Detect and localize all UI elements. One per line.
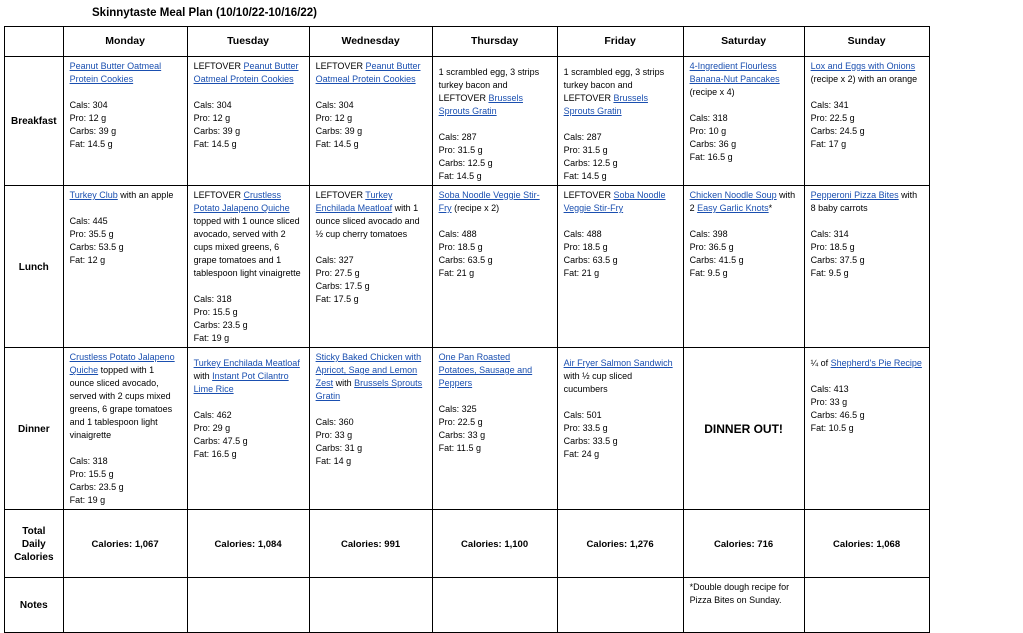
row-label-breakfast: Breakfast: [5, 57, 64, 186]
meal-suffix: topped with 1 ounce sliced avocado, served with 2 cups mixed greens, 6 grape tomatoes and 1 tablespoon light vinaigrette: [69, 365, 173, 440]
protein: Pro: 35.5 g: [69, 229, 114, 239]
header-row: [5, 27, 930, 57]
carbs: Carbs: 39 g: [315, 126, 363, 136]
calories: Cals: 413: [810, 384, 849, 394]
calories: Cals: 287: [563, 132, 602, 142]
carbs: Carbs: 12.5 g: [563, 158, 618, 168]
fat: Fat: 14.5 g: [315, 139, 359, 149]
carbs: Carbs: 47.5 g: [193, 436, 248, 446]
carbs: Carbs: 41.5 g: [689, 255, 744, 265]
protein: Pro: 33 g: [810, 397, 848, 407]
calories: Cals: 287: [438, 132, 477, 142]
recipe-link[interactable]: Air Fryer Salmon Sandwich: [563, 358, 673, 368]
meal-suffix: (recipe x 2): [451, 203, 500, 213]
carbs: Carbs: 39 g: [69, 126, 117, 136]
calories: Cals: 327: [315, 255, 354, 265]
meal-prefix: LEFTOVER: [193, 190, 244, 200]
row-label-total: Total Daily Calories: [5, 510, 64, 578]
protein: Pro: 15.5 g: [69, 469, 114, 479]
calories: Cals: 318: [69, 456, 108, 466]
fat: Fat: 16.5 g: [689, 152, 733, 162]
breakfast-tuesday: [187, 57, 309, 186]
notes-friday: [557, 578, 683, 633]
lunch-saturday: [683, 186, 804, 348]
page-title: Skinnytaste Meal Plan (10/10/22-10/16/22): [92, 7, 318, 19]
row-label-lunch: Lunch: [5, 186, 64, 348]
fat: Fat: 9.5 g: [689, 268, 728, 278]
protein: Pro: 31.5 g: [438, 145, 483, 155]
row-label-notes: Notes: [5, 578, 64, 633]
protein: Pro: 33.5 g: [563, 423, 608, 433]
dinner-tuesday: [187, 348, 309, 510]
protein: Pro: 31.5 g: [563, 145, 608, 155]
notes-tuesday: [187, 578, 309, 633]
calories: Cals: 304: [69, 100, 108, 110]
fat: Fat: 21 g: [563, 268, 600, 278]
total-sunday: Calories: 1,068: [804, 510, 929, 578]
breakfast-monday: [63, 57, 187, 186]
calories: Cals: 318: [689, 113, 728, 123]
day-header-saturday: Saturday: [683, 27, 804, 57]
totals-row: [5, 510, 930, 578]
recipe-link[interactable]: Peanut Butter Oatmeal Protein Cookies: [193, 61, 299, 84]
fat: Fat: 10.5 g: [810, 423, 854, 433]
calories: Cals: 304: [193, 100, 232, 110]
meal-suffix: with 1 ounce sliced avocado and ½ cup cherry tomatoes: [315, 203, 420, 239]
dinner-monday: [63, 348, 187, 510]
calories: Cals: 325: [438, 404, 477, 414]
fat: Fat: 17.5 g: [315, 294, 359, 304]
meal-prefix: 1 scrambled egg, 3 strips turkey bacon and LEFTOVER: [438, 67, 540, 103]
meal-suffix: (recipe x 4): [689, 87, 735, 97]
recipe-link-secondary[interactable]: Instant Pot Cilantro Lime Rice: [193, 371, 289, 394]
recipe-link[interactable]: Soba Noodle Veggie Stir-Fry: [563, 190, 666, 213]
calories: Cals: 341: [810, 100, 849, 110]
calories: Cals: 445: [69, 216, 108, 226]
carbs: Carbs: 31 g: [315, 443, 363, 453]
carbs: Carbs: 12.5 g: [438, 158, 493, 168]
meal-suffix: with an apple: [117, 190, 174, 200]
protein: Pro: 15.5 g: [193, 307, 238, 317]
protein: Pro: 12 g: [69, 113, 107, 123]
recipe-link[interactable]: Turkey Enchilada Meatloaf: [315, 190, 393, 213]
meal-plan-table: [4, 26, 930, 633]
lunch-tuesday: [187, 186, 309, 348]
calories: Cals: 462: [193, 410, 232, 420]
meal-suffix: topped with 1 ounce sliced avocado, served with 2 cups mixed greens, 6 grape tomatoes and 1 tablespoon light vinaigrette: [193, 216, 301, 278]
carbs: Carbs: 17.5 g: [315, 281, 370, 291]
carbs: Carbs: 24.5 g: [810, 126, 865, 136]
protein: Pro: 12 g: [193, 113, 231, 123]
lunch-sunday: [804, 186, 929, 348]
day-header-friday: Friday: [557, 27, 683, 57]
day-header-sunday: Sunday: [804, 27, 929, 57]
protein: Pro: 27.5 g: [315, 268, 360, 278]
fat: Fat: 9.5 g: [810, 268, 849, 278]
dinner-row: [5, 348, 930, 510]
fat: Fat: 11.5 g: [438, 443, 481, 453]
notes-wednesday: [309, 578, 432, 633]
breakfast-thursday: [432, 57, 557, 186]
notes-saturday: *Double dough recipe for Pizza Bites on Sunday.: [683, 578, 804, 633]
meal-connector: with: [333, 378, 355, 388]
meal-connector: with 2: [689, 190, 796, 213]
recipe-link[interactable]: Soba Noodle Veggie Stir-Fry: [438, 190, 540, 213]
fat: Fat: 14.5 g: [563, 171, 607, 181]
meal-suffix: with ½ cup sliced cucumbers: [563, 371, 633, 394]
recipe-link[interactable]: Peanut Butter Oatmeal Protein Cookies: [69, 61, 162, 84]
fat: Fat: 19 g: [69, 495, 106, 505]
recipe-link[interactable]: Brussels Sprouts Gratin: [563, 93, 648, 116]
fat: Fat: 17 g: [810, 139, 847, 149]
fat: Fat: 24 g: [563, 449, 600, 459]
dinner-thursday: [432, 348, 557, 510]
carbs: Carbs: 36 g: [689, 139, 737, 149]
carbs: Carbs: 46.5 g: [810, 410, 865, 420]
total-thursday: Calories: 1,100: [432, 510, 557, 578]
corner-cell: [5, 27, 64, 57]
notes-row: [5, 578, 930, 633]
protein: Pro: 33 g: [315, 430, 353, 440]
recipe-link[interactable]: Brussels Sprouts Gratin: [438, 93, 523, 116]
recipe-link[interactable]: Shepherd's Pie Recipe: [830, 358, 922, 368]
breakfast-saturday: [683, 57, 804, 186]
breakfast-row: [5, 57, 930, 186]
fat: Fat: 19 g: [193, 333, 230, 343]
lunch-friday: [557, 186, 683, 348]
total-wednesday: Calories: 991: [309, 510, 432, 578]
lunch-thursday: [432, 186, 557, 348]
recipe-link[interactable]: Chicken Noodle Soup: [689, 190, 777, 200]
carbs: Carbs: 53.5 g: [69, 242, 124, 252]
meal-suffix: *: [768, 203, 773, 213]
meal-prefix: LEFTOVER: [315, 61, 366, 71]
recipe-link[interactable]: Crustless Potato Jalapeno Quiche: [193, 190, 290, 213]
fat: Fat: 14.5 g: [438, 171, 482, 181]
breakfast-sunday: [804, 57, 929, 186]
recipe-link[interactable]: Sticky Baked Chicken with Apricot, Sage and Lemon Zest: [315, 352, 422, 388]
row-label-dinner: Dinner: [5, 348, 64, 510]
notes-monday: [63, 578, 187, 633]
recipe-link-secondary[interactable]: Brussels Sprouts Gratin: [315, 378, 423, 401]
calories: Cals: 318: [193, 294, 232, 304]
carbs: Carbs: 39 g: [193, 126, 241, 136]
total-monday: Calories: 1,067: [63, 510, 187, 578]
protein: Pro: 18.5 g: [563, 242, 608, 252]
calories: Cals: 398: [689, 229, 728, 239]
breakfast-wednesday: [309, 57, 432, 186]
lunch-monday: [63, 186, 187, 348]
dinner-friday: [557, 348, 683, 510]
recipe-link-secondary[interactable]: Easy Garlic Knots: [697, 203, 769, 213]
dinner-sunday: [804, 348, 929, 510]
calories: Cals: 488: [563, 229, 602, 239]
fat: Fat: 16.5 g: [193, 449, 237, 459]
fat: Fat: 14.5 g: [69, 139, 113, 149]
dinner-saturday: DINNER OUT!: [683, 348, 804, 510]
total-friday: Calories: 1,276: [557, 510, 683, 578]
calories: Cals: 304: [315, 100, 354, 110]
recipe-link[interactable]: 4-Ingredient Flourless Banana-Nut Pancakes: [689, 61, 780, 84]
recipe-link[interactable]: Turkey Enchilada Meatloaf: [193, 358, 300, 368]
day-header-monday: Monday: [63, 27, 187, 57]
fat: Fat: 14.5 g: [193, 139, 237, 149]
meal-prefix: ¼ of: [810, 358, 831, 368]
day-header-thursday: Thursday: [432, 27, 557, 57]
calories: Cals: 501: [563, 410, 602, 420]
recipe-link[interactable]: One Pan Roasted Potatoes, Sausage and Peppers: [438, 352, 533, 388]
calories: Cals: 360: [315, 417, 354, 427]
protein: Pro: 29 g: [193, 423, 231, 433]
protein: Pro: 10 g: [689, 126, 727, 136]
carbs: Carbs: 33.5 g: [563, 436, 618, 446]
protein: Pro: 18.5 g: [438, 242, 483, 252]
dinner-wednesday: [309, 348, 432, 510]
recipe-link[interactable]: Turkey Club: [69, 190, 118, 200]
calories: Cals: 488: [438, 229, 477, 239]
recipe-link[interactable]: Peanut Butter Oatmeal Protein Cookies: [315, 61, 421, 84]
total-saturday: Calories: 716: [683, 510, 804, 578]
fat: Fat: 14 g: [315, 456, 352, 466]
carbs: Carbs: 33 g: [438, 430, 486, 440]
carbs: Carbs: 23.5 g: [69, 482, 124, 492]
meal-prefix: 1 scrambled egg, 3 strips turkey bacon and LEFTOVER: [563, 67, 665, 103]
recipe-link[interactable]: Lox and Eggs with Onions: [810, 61, 916, 71]
lunch-wednesday: [309, 186, 432, 348]
recipe-link[interactable]: Pepperoni Pizza Bites: [810, 190, 899, 200]
total-tuesday: Calories: 1,084: [187, 510, 309, 578]
notes-sunday: [804, 578, 929, 633]
meal-connector: with: [193, 371, 213, 381]
notes-thursday: [432, 578, 557, 633]
fat: Fat: 12 g: [69, 255, 106, 265]
breakfast-friday: [557, 57, 683, 186]
protein: Pro: 22.5 g: [810, 113, 855, 123]
calories: Cals: 314: [810, 229, 849, 239]
lunch-row: [5, 186, 930, 348]
day-header-tuesday: Tuesday: [187, 27, 309, 57]
meal-prefix: LEFTOVER: [563, 190, 614, 200]
carbs: Carbs: 63.5 g: [563, 255, 618, 265]
meal-suffix: (recipe x 2) with an orange: [810, 74, 918, 84]
fat: Fat: 21 g: [438, 268, 475, 278]
recipe-link[interactable]: Crustless Potato Jalapeno Quiche: [69, 352, 175, 375]
protein: Pro: 36.5 g: [689, 242, 734, 252]
protein: Pro: 12 g: [315, 113, 353, 123]
meal-prefix: LEFTOVER: [193, 61, 244, 71]
protein: Pro: 18.5 g: [810, 242, 855, 252]
carbs: Carbs: 23.5 g: [193, 320, 248, 330]
carbs: Carbs: 37.5 g: [810, 255, 865, 265]
day-header-wednesday: Wednesday: [309, 27, 432, 57]
meal-prefix: LEFTOVER: [315, 190, 366, 200]
protein: Pro: 22.5 g: [438, 417, 483, 427]
carbs: Carbs: 63.5 g: [438, 255, 493, 265]
meal-suffix: with 8 baby carrots: [810, 190, 918, 213]
